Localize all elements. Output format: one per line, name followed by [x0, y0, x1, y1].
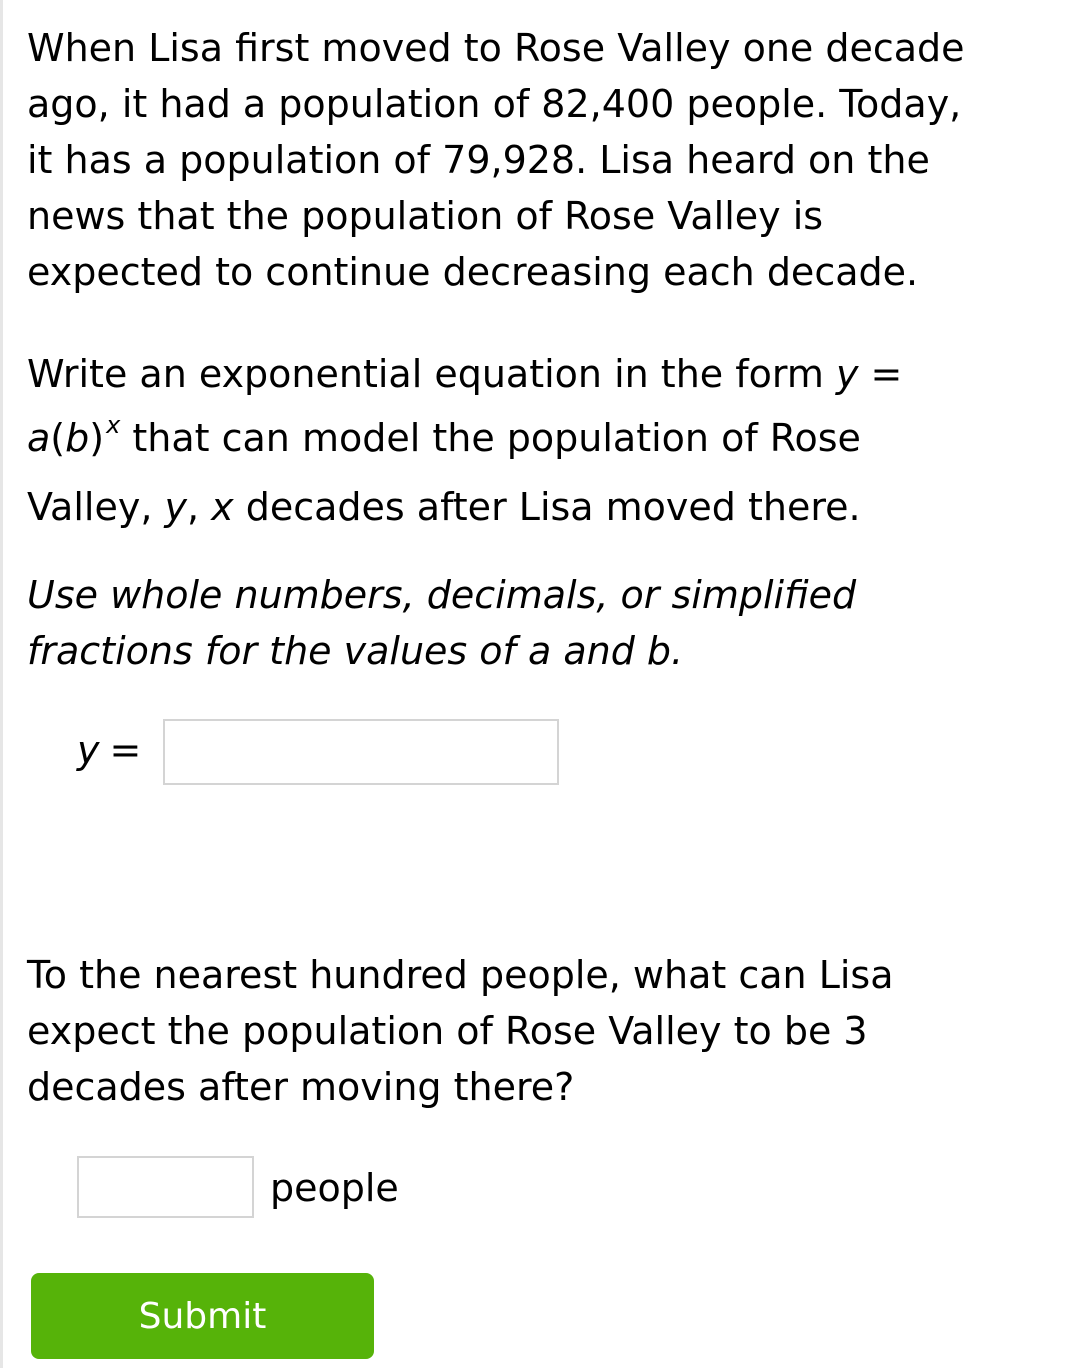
population-units-label: people [270, 1166, 399, 1210]
problem-line-2: ago, it had a population of 82,400 people. Today, [27, 82, 962, 126]
left-border [0, 0, 3, 1368]
instruction-comma: , [186, 485, 212, 529]
hint-line-1: Use whole numbers, decimals, or simplified [27, 573, 857, 617]
instruction-paren-close: ) [89, 416, 105, 460]
problem-line-1: When Lisa first moved to Rose Valley one decade [27, 26, 965, 70]
equation-label [77, 722, 141, 778]
equation-label-var: y [77, 728, 100, 772]
equation-instruction [27, 342, 902, 539]
instruction-var-x: x [211, 485, 234, 529]
equation-label-equals: = [109, 728, 142, 772]
population-answer-input[interactable] [77, 1156, 254, 1218]
instruction-var-y2: y [164, 485, 187, 529]
instruction-text-2: that can model the population of Rose [120, 416, 861, 460]
instruction-equals: = [858, 352, 903, 396]
submit-button[interactable]: Submit [31, 1273, 374, 1359]
instruction-var-a: a [27, 416, 51, 460]
hint-line-2: fractions for the values of a and b. [27, 629, 684, 673]
question-line-3: decades after moving there? [27, 1065, 575, 1109]
problem-statement [27, 20, 965, 300]
problem-line-3: it has a population of 79,928. Lisa heard on the [27, 138, 930, 182]
problem-line-4: news that the population of Rose Valley is [27, 194, 824, 238]
instruction-var-y: y [835, 352, 859, 396]
question-line-1: To the nearest hundred people, what can Lisa [27, 953, 894, 997]
population-question [27, 947, 894, 1115]
instruction-var-b: b [65, 416, 90, 460]
answer-hint [27, 567, 856, 679]
problem-line-5: expected to continue decreasing each decade. [27, 250, 919, 294]
instruction-paren-open: ( [50, 416, 66, 460]
instruction-text-3: Valley, [27, 485, 165, 529]
instruction-text-4: decades after Lisa moved there. [233, 485, 861, 529]
instruction-text-1: Write an exponential equation in the form [27, 352, 836, 396]
instruction-exponent-x: x [106, 411, 121, 439]
question-line-2: expect the population of Rose Valley to be 3 [27, 1009, 868, 1053]
equation-answer-input[interactable] [163, 719, 559, 785]
